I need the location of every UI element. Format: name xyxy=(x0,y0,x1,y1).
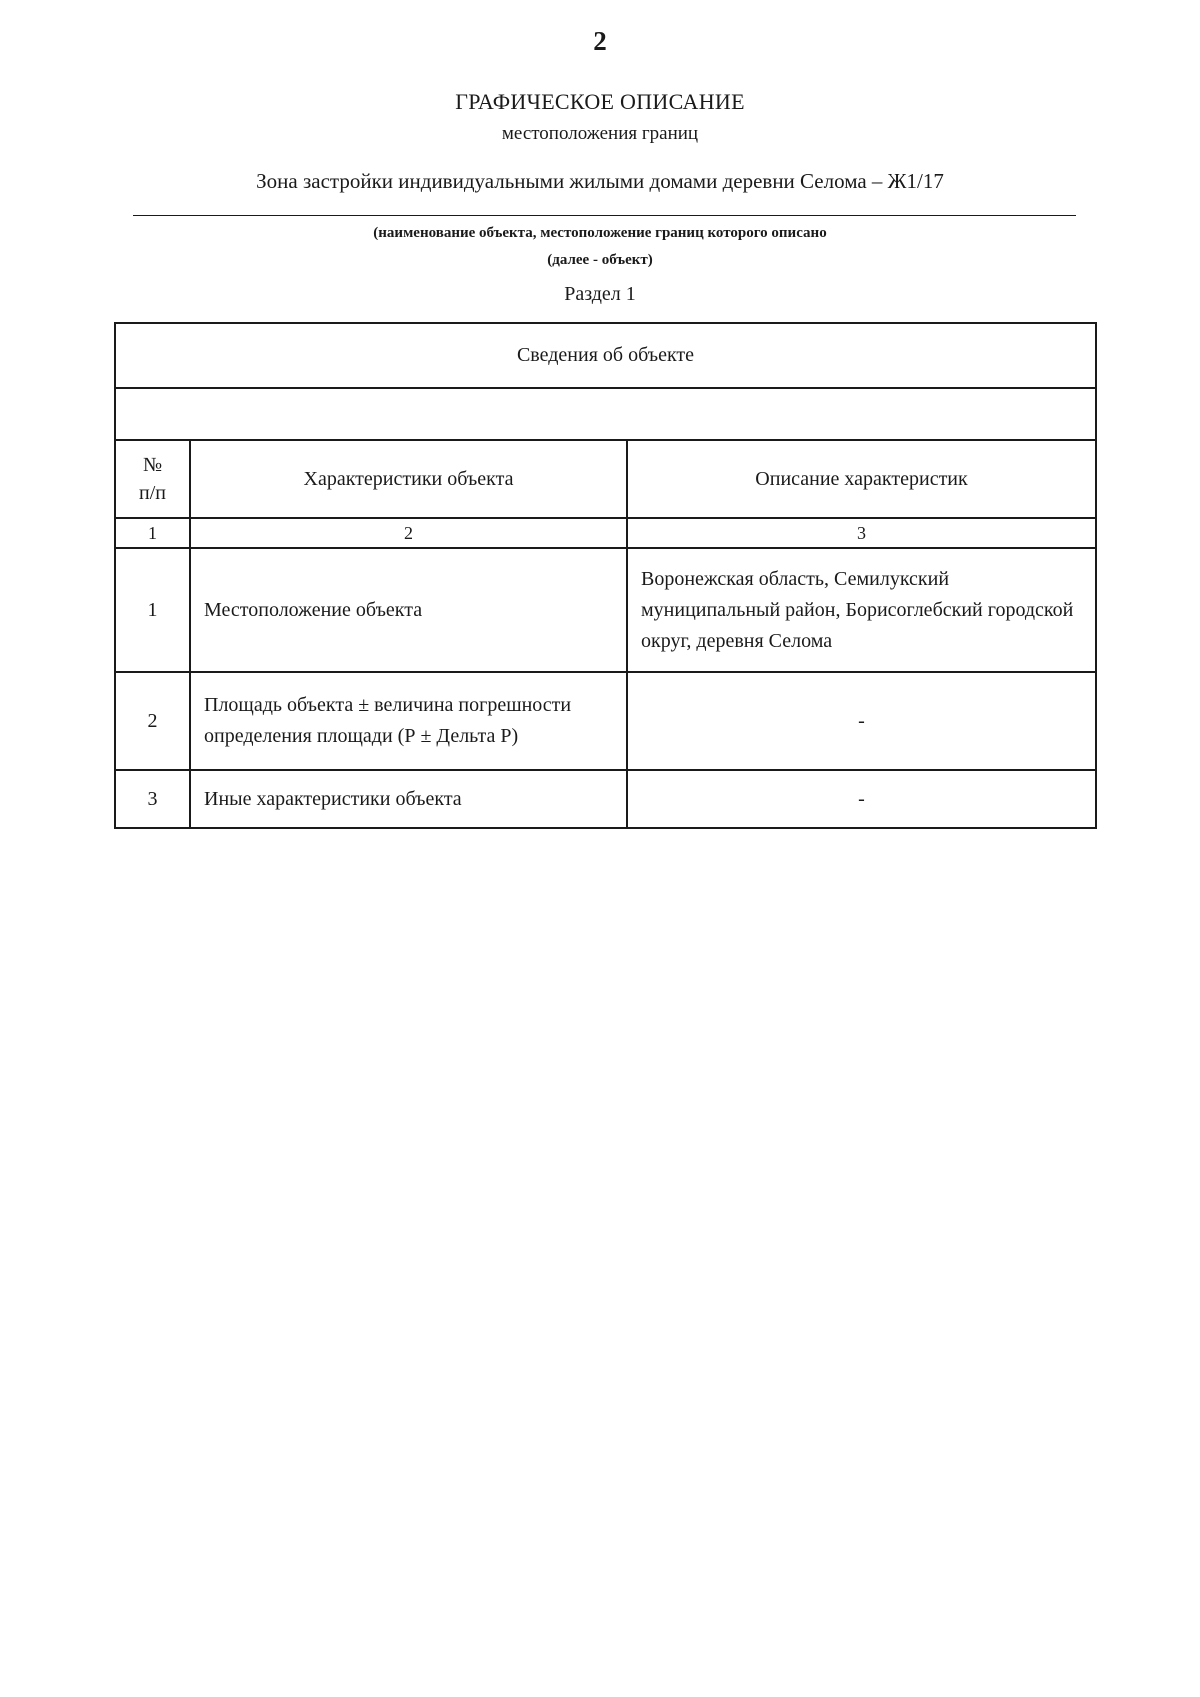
row-number: 3 xyxy=(115,770,190,828)
column-index-3: 3 xyxy=(627,518,1096,548)
column-index-1: 1 xyxy=(115,518,190,548)
column-index-row xyxy=(115,518,1096,548)
object-name: Зона застройки индивидуальными жилыми домами деревни Селома – Ж1/17 xyxy=(256,169,944,193)
table-row xyxy=(115,770,1096,828)
table-row xyxy=(115,548,1096,672)
row-characteristic: Местоположение объекта xyxy=(190,548,627,672)
row-description: - xyxy=(627,770,1096,828)
row-number: 1 xyxy=(115,548,190,672)
column-header-row xyxy=(115,440,1096,518)
column-header-description: Описание характеристик xyxy=(627,440,1096,518)
table-header: Сведения об объекте xyxy=(115,323,1096,388)
column-index-2: 2 xyxy=(190,518,627,548)
row-description: - xyxy=(627,672,1096,770)
object-info-table xyxy=(114,322,1097,829)
row-number: 2 xyxy=(115,672,190,770)
column-header-num-line1: № xyxy=(142,454,163,476)
table-blank-cell xyxy=(115,388,1096,440)
object-name-note-line2: (далее - объект) xyxy=(547,252,653,268)
column-header-num-line2: п/п xyxy=(139,482,166,504)
row-characteristic: Иные характеристики объекта xyxy=(190,770,627,828)
column-header-num xyxy=(115,440,190,518)
table-row xyxy=(115,672,1096,770)
object-name-note-line1: (наименование объекта, местоположение границ которого описано xyxy=(373,225,827,241)
row-characteristic: Площадь объекта ± величина погрешности определения площади (Р ± Дельта Р) xyxy=(190,672,627,770)
row-description: Воронежская область, Семилукский муниципальный район, Борисоглебский городской округ, деревня Селома xyxy=(627,548,1096,672)
object-name-note xyxy=(0,220,1200,274)
object-name-underline xyxy=(133,215,1076,216)
table-header-row xyxy=(115,323,1096,388)
document-title: ГРАФИЧЕСКОЕ ОПИСАНИЕ xyxy=(455,89,745,114)
page-number: 2 xyxy=(593,26,607,56)
section-label: Раздел 1 xyxy=(564,283,636,305)
table-blank-row xyxy=(115,388,1096,440)
document-subtitle: местоположения границ xyxy=(501,123,699,144)
column-header-characteristic: Характеристики объекта xyxy=(190,440,627,518)
